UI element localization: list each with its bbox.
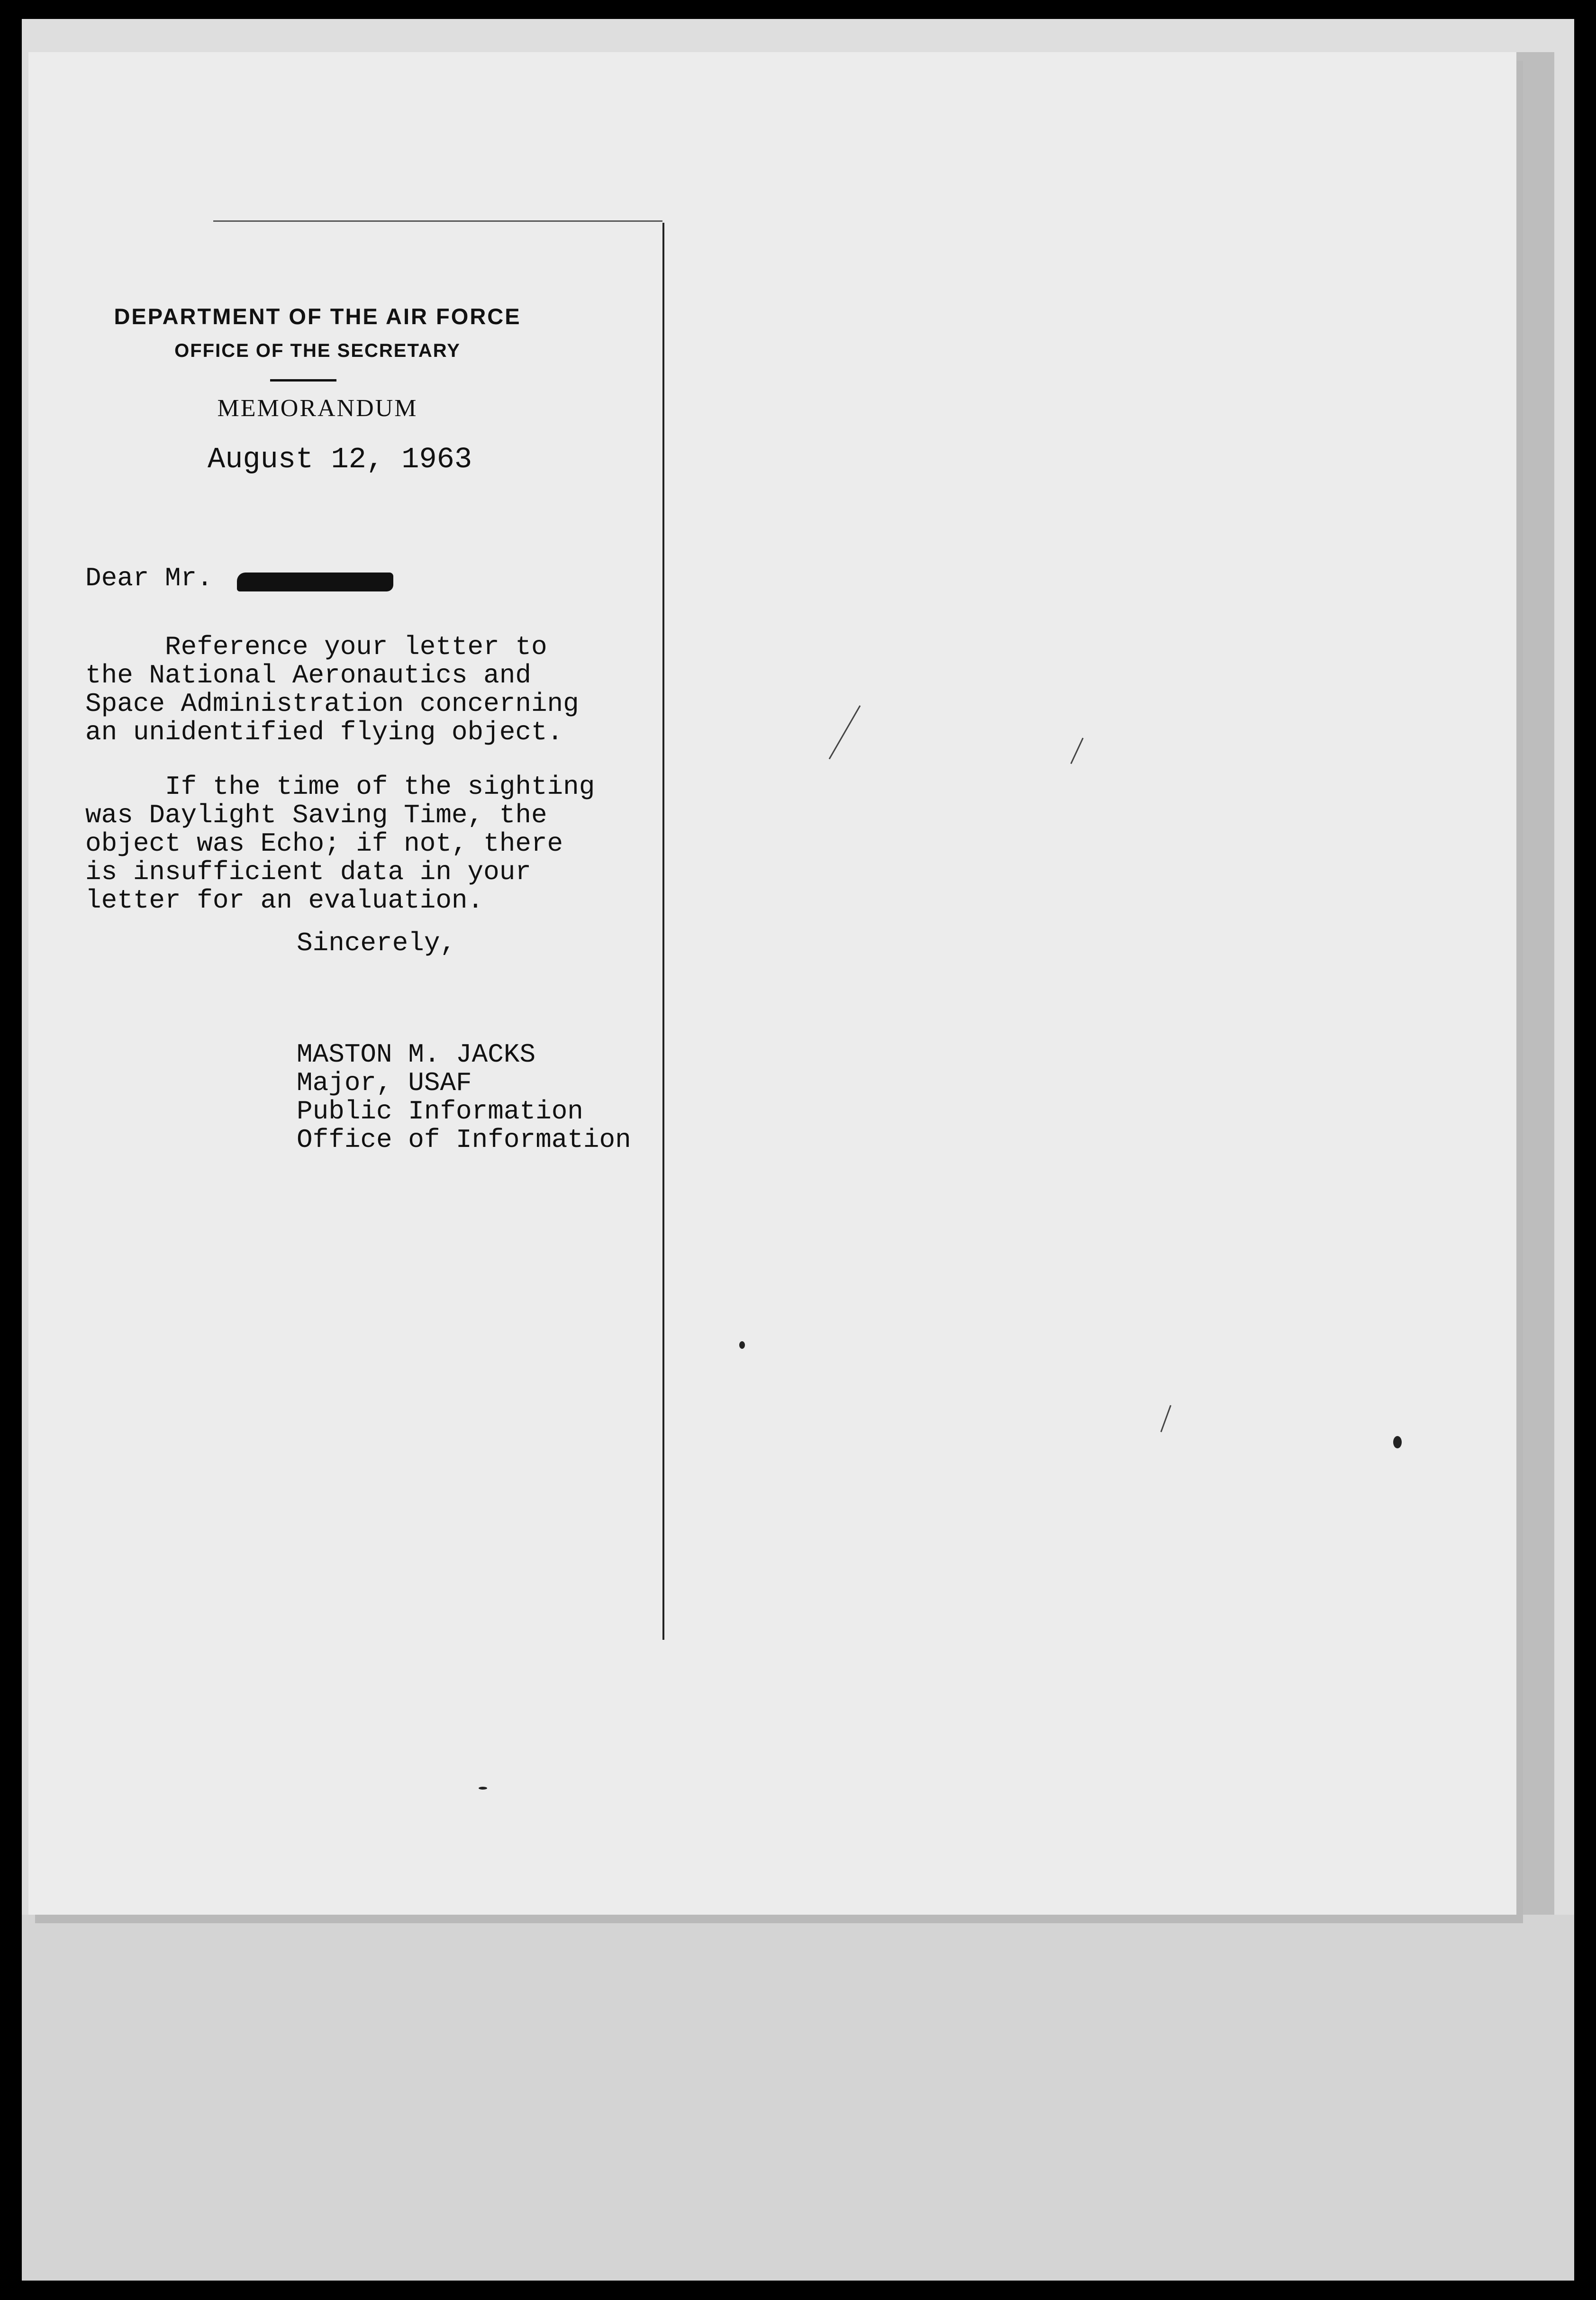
redaction-mark: [237, 573, 393, 591]
signature-office: Office of Information: [297, 1125, 631, 1155]
memo-type: MEMORANDUM: [217, 395, 418, 422]
body-paragraph-1: Reference your letter to the National Aeronautics and Space Administration concerning an unidentified flying object.: [85, 632, 579, 747]
signature-block: [297, 1040, 631, 1154]
letterhead-rule: [270, 379, 336, 382]
body-paragraph-2: If the time of the sighting was Daylight Saving Time, the object was Echo; if not, there is insufficient data in your letter for an evaluation.: [85, 772, 595, 916]
memorandum: [57, 52, 663, 1645]
memo-right-edge: [662, 223, 664, 1640]
scratch: [1070, 737, 1084, 764]
memo-date: August 12, 1963: [208, 443, 472, 476]
letterhead-office: OFFICE OF THE SECRETARY: [174, 340, 461, 361]
scan-lower-band: [22, 1915, 1574, 2281]
speck: [1393, 1436, 1402, 1448]
speck: [739, 1341, 745, 1349]
memo-top-edge: [213, 220, 662, 222]
salutation: Dear Mr.: [85, 563, 213, 593]
signature-name: MASTON M. JACKS: [297, 1039, 536, 1070]
document-page: [28, 52, 1516, 1915]
signature-rank: Major, USAF: [297, 1068, 472, 1098]
scratch: [829, 705, 861, 759]
signature-title: Public Information: [297, 1096, 583, 1127]
speck: [479, 1787, 487, 1790]
memo-crop-edge: [664, 1033, 759, 1223]
page-edge-shadow: [1516, 52, 1554, 1915]
scratch: [1161, 1405, 1171, 1432]
letterhead-department: DEPARTMENT OF THE AIR FORCE: [114, 304, 521, 329]
closing: Sincerely,: [297, 928, 456, 958]
